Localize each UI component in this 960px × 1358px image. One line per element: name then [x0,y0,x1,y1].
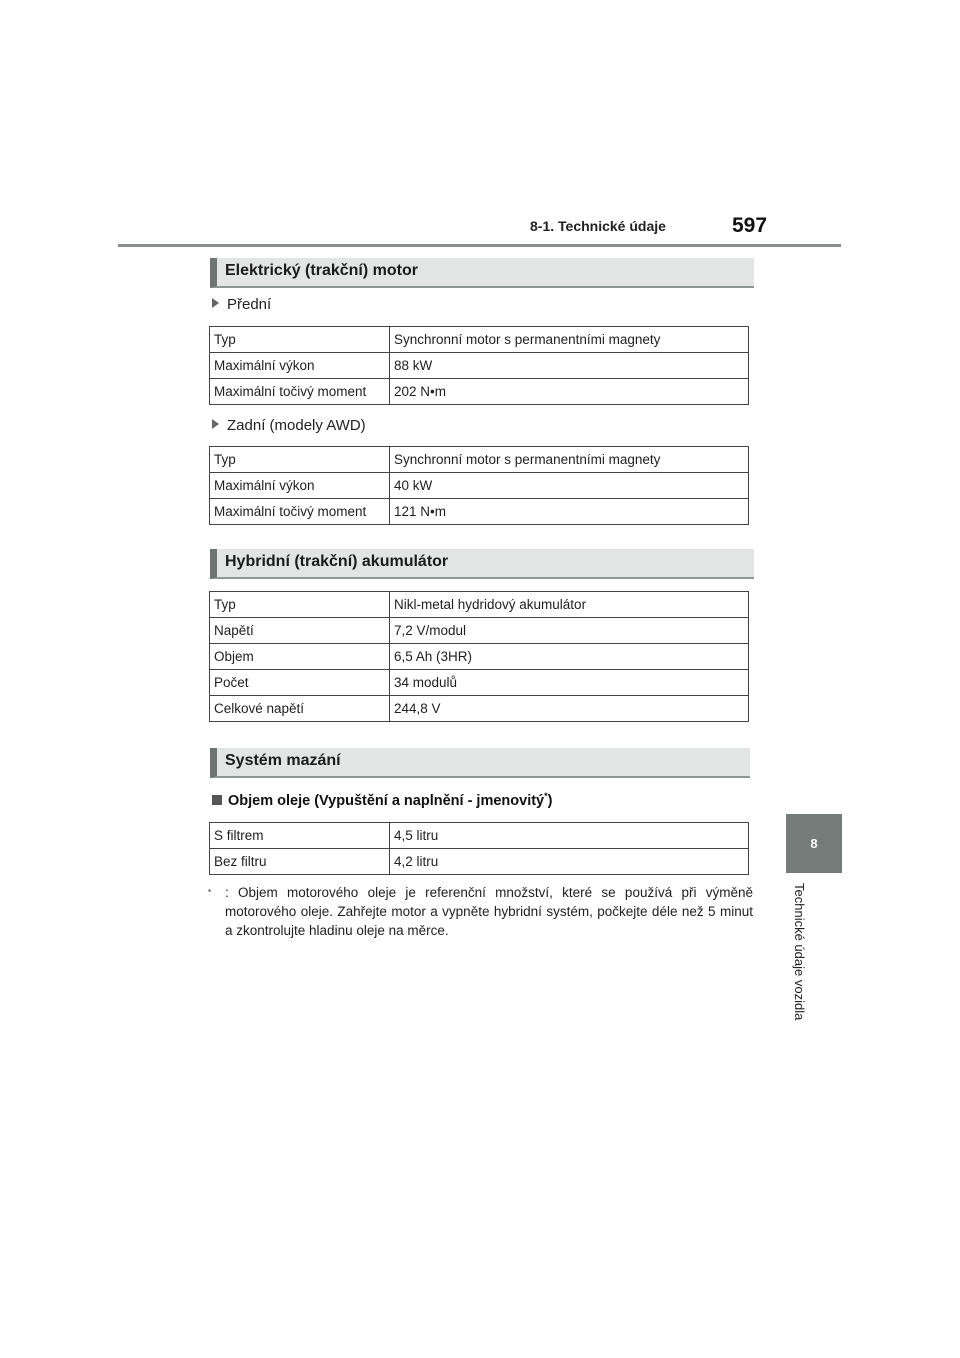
spec-label-cell: Typ [210,447,390,473]
table-row [210,849,749,875]
spec-value-cell: 202 N•m [390,379,749,405]
spec-value-cell: 40 kW [390,473,749,499]
table-row [210,499,749,525]
bullet-rear [212,417,366,434]
bullet-front [212,296,271,313]
spec-label-cell: Maximální točivý moment [210,499,390,525]
spec-value-cell: 4,2 litru [390,849,749,875]
spec-label-cell: Maximální výkon [210,473,390,499]
table-row [210,644,749,670]
oil-heading-end: ) [547,792,553,809]
table-row [210,592,749,618]
table-oil [209,822,749,875]
spec-value-cell: 6,5 Ah (3HR) [390,644,749,670]
spec-value-cell: Synchronní motor s permanentními magnety [390,327,749,353]
table-motor-rear [209,446,749,525]
spec-label-cell: Bez filtru [210,849,390,875]
square-bullet-icon [212,795,222,805]
section-header-battery [210,549,754,579]
arrow-icon [212,419,219,429]
footnote-text: : Objem motorového oleje je referenční množství, které se používá při výměně motorového oleje. Zahřejte motor a vypněte hybridní systém, počkejte déle než 5 minut a zkontrolujte hladinu oleje na měrce. [225,885,753,938]
table-row [210,670,749,696]
section-title-motor: Elektrický (trakční) motor [225,262,418,279]
oil-heading-sup: * [544,791,548,801]
table-row [210,379,749,405]
section-header-motor [210,258,754,288]
bullet-label: Zadní (modely AWD) [227,417,366,434]
section-title-battery: Hybridní (trakční) akumulátor [225,553,449,570]
spec-label-cell: Maximální točivý moment [210,379,390,405]
oil-heading-text: Objem oleje (Vypuštění a naplnění - jmenovitý [228,792,545,809]
spec-value-cell: 88 kW [390,353,749,379]
section-title-lubrication: Systém mazání [225,752,341,769]
spec-label-cell: Celkové napětí [210,696,390,722]
section-header-lubrication [210,748,750,778]
spec-value-cell: 7,2 V/modul [390,618,749,644]
section-title: 8-1. Technické údaje [530,218,666,234]
spec-value-cell: 4,5 litru [390,823,749,849]
spec-label-cell: Typ [210,592,390,618]
footnote [208,883,753,940]
spec-label-cell: Počet [210,670,390,696]
spec-value-cell: Nikl-metal hydridový akumulátor [390,592,749,618]
chapter-tab [786,814,842,873]
spec-label-cell: Objem [210,644,390,670]
spec-value-cell: Synchronní motor s permanentními magnety [390,447,749,473]
table-row [210,473,749,499]
spec-value-cell: 34 modulů [390,670,749,696]
oil-capacity-heading [212,791,552,809]
footnote-mark: * [208,888,212,897]
chapter-number: 8 [810,836,818,851]
table-row [210,823,749,849]
table-motor-front [209,326,749,405]
table-row [210,618,749,644]
spec-label-cell: Maximální výkon [210,353,390,379]
bullet-label: Přední [227,296,272,313]
spec-label-cell: Typ [210,327,390,353]
page-number: 597 [732,214,768,237]
table-row [210,696,749,722]
table-row [210,353,749,379]
chapter-label: Technické údaje vozidla [792,883,807,1021]
spec-label-cell: S filtrem [210,823,390,849]
arrow-icon [212,298,219,308]
spec-label-cell: Napětí [210,618,390,644]
table-battery [209,591,749,722]
spec-value-cell: 244,8 V [390,696,749,722]
table-row [210,327,749,353]
header-divider [118,244,841,247]
spec-value-cell: 121 N•m [390,499,749,525]
table-row [210,447,749,473]
